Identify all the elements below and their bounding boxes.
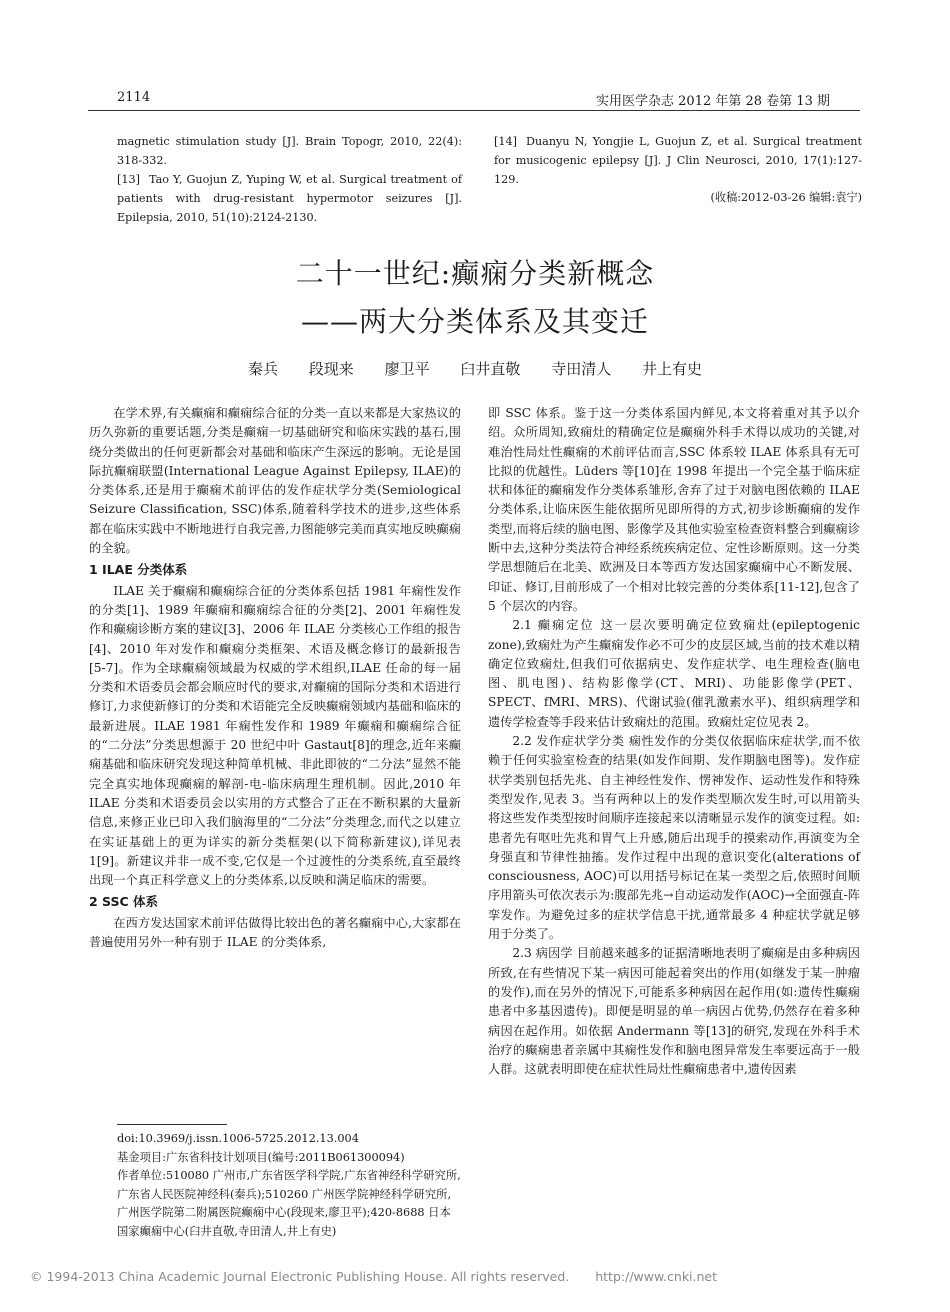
- references-left: [117, 132, 462, 227]
- references-right: [494, 132, 862, 205]
- reference-cont: magnetic stimulation study [J]. Brain Topogr, 2010, 22(4): 318-332.: [117, 135, 462, 167]
- footnote-rule: [117, 1124, 227, 1125]
- affiliation: 作者单位:510080 广州市,广东省医学科学院,广东省神经科学研究所,广东省人民医院神经科(秦兵);510260 广州医学院神经科学研究所,广州医学院第二附属医院癫痫中心(段现来,廖卫平);420-8688 日本国家癫痫中心(臼井直敬,寺田清人,井上有史): [117, 1169, 461, 1238]
- subsection-2-3: 2.3 病因学 目前越来越多的证据清晰地表明了癫痫是由多种病因所致,在有些情况下某一病因可能起着突出的作用(如继发于某一肿瘤的发作),而在另外的情况下,可能系多种病因在起作用(如:遗传性癫痫患者中多基因遗传)。即便是明显的单一病因占优势,仍然存在着多种病因在起作用。如依据 Andermann 等[13]的研究,发现在外科手术治疗的癫痫患者亲属中其痫性发作和脑电图异常发生率要远高于一般人群。这就表明即使在症状性局灶性癫痫患者中,遗传因素: [488, 946, 860, 1077]
- article-title: 二十一世纪:癫痫分类新概念: [295, 257, 655, 290]
- ssc-paragraph-cont: 即 SSC 体系。鉴于这一分类体系国内鲜见,本文将着重对其予以介绍。众所周知,致痫灶的精确定位是癫痫外科手术得以成功的关键,对难治性局灶性癫痫的术前评估而言,SSC 体系较 ILAE 体系具有无可比拟的优越性。Lüders 等[10]在 1998 年提出一个完全基于临床症状和体征的癫痫发作分类体系雏形,舍弃了过于对脑电图依赖的 ILAE 分类体系,让临床医生能依据所见即所得的方式,初步诊断癫痫的发作类型,而将后续的脑电图、影像学及其他实验室检查资料整合到癫痫诊断中去,这种分类法符合神经系统疾病定位、定性诊断原则。这一分类学思想随后在北美、欧洲及日本等西方发达国家癫痫中心不断发展、印证、修订,目前形成了一个相对比较完善的分类体系[11-12],包含了 5 个层次的内容。: [488, 406, 860, 613]
- cnki-url: http://www.cnki.net: [595, 1269, 718, 1284]
- ilae-paragraph: ILAE 关于癫痫和癫痫综合征的分类体系包括 1981 年痫性发作的分类[1]、1989 年癫痫和癫痫综合征的分类[2]、2001 年痫性发作和癫痫诊断方案的建议[3]、2006 年 ILAE 分类核心工作组的报告[4]、2010 年对发作和癫痫分类框架、术语及概念修订的最新报告[5-7]。作为全球癫痫领域最为权威的学术组织,ILAE 任命的每一届分类和术语委员会都会顺应时代的要求,对癫痫的国际分类和术语进行修订,力求使新修订的分类和术语能完全反映癫痫领域内基础和临床的最新进展。ILAE 1981 年痫性发作和 1989 年癫痫和癫痫综合征的“二分法”分类思想源于 20 世纪中叶 Gastaut[8]的理念,近年来癫痫基础和临床研究发现这种简单机械、非此即彼的“二分法”显然不能完全真实地体现癫痫的解剖-电-临床病理生理机制。因此,2010 年 ILAE 分类和术语委员会以实用的方式整合了正在不断积累的大量新信息,来修正业已印入我们脑海里的“二分法”分类理念,而代之以建立在实证基础上的更为详实的新分类框架(以下简称新建议),详见表 1[9]。新建议并非一成不变,它仅是一个过渡性的分类系统,直至最终出现一个真正科学意义上的分类体系,以反映和满足临床的需要。: [89, 583, 461, 888]
- right-column: [488, 404, 860, 1079]
- author: 井上有史: [641, 360, 702, 378]
- left-column: [89, 404, 461, 952]
- received-note: (收稿:2012-03-26 编辑:袁宁): [710, 191, 862, 204]
- running-header: 实用医学杂志 2012 年第 28 卷第 13 期: [596, 94, 830, 109]
- section-heading-1: 1 ILAE 分类体系: [89, 562, 188, 578]
- reference-14: [14] Duanyu N, Yongjie L, Guojun Z, et al. Surgical treatment for musicogenic epilepsy [J]. J Clin Neurosci, 2010, 17(1):127-129.: [494, 135, 862, 186]
- footnotes: [117, 1130, 462, 1241]
- author: 秦兵: [248, 360, 279, 378]
- intro-paragraph: 在学术界,有关癫痫和癫痫综合征的分类一直以来都是大家热议的历久弥新的重要话题,分类是癫痫一切基础研究和临床实践的基石,围绕分类做出的任何更新都会对基础和临床产生深远的影响。无论是国际抗癫痫联盟(International League Against Epilepsy, ILAE)的分类体系,还是用于癫痫术前评估的发作症状学分类(Semiological Seizure Classification, SSC)体系,随着科学技术的进步,这些体系都在临床实践中不断地进行自我完善,力图能够完美而真实地反映癫痫的全貌。: [89, 406, 461, 556]
- reference-13: [13] Tao Y, Guojun Z, Yuping W, et al. Surgical treatment of patients with drug-resistant hypermotor seizures [J]. Epilepsia, 2010, 51(10):2124-2130.: [117, 173, 462, 224]
- author: 臼井直敬: [460, 360, 521, 378]
- section-heading-2: 2 SSC 体系: [89, 894, 159, 910]
- fund: 基金项目:广东省科技计划项目(编号:2011B061300094): [117, 1150, 405, 1164]
- doi: doi:10.3969/j.issn.1006-5725.2012.13.004: [117, 1132, 359, 1145]
- article-subtitle: ——两大分类体系及其变迁: [300, 305, 649, 338]
- copyright-line: [30, 1269, 930, 1284]
- author: 寺田清人: [551, 360, 612, 378]
- header-rule: [88, 110, 860, 111]
- subsection-2-1: 2.1 癫痫定位 这一层次要明确定位致痫灶(epileptogenic zone),致痫灶为产生癫痫发作必不可少的皮层区域,当前的技术难以精确定位致痫灶,但我们可依据病史、发作症状学、电生理检查(脑电图、肌电图)、结构影像学(CT、MRI)、功能影像学(PET、SPECT、fMRI、MRS)、代谢试验(催乳激素水平)、组织病理学和遗传学检查等手段来估计致痫灶的范围。致痫灶定位见表 2。: [488, 618, 860, 729]
- author: 段现来: [308, 360, 354, 378]
- copyright-text: © 1994-2013 China Academic Journal Electronic Publishing House. All rights reserved.: [30, 1269, 570, 1284]
- ssc-paragraph: 在西方发达国家术前评估做得比较出色的著名癫痫中心,大家都在普遍使用另外一种有别于 ILAE 的分类体系,: [89, 915, 461, 950]
- author-list: [0, 358, 950, 379]
- author: 廖卫平: [384, 360, 430, 378]
- subsection-2-2: 2.2 发作症状学分类 痫性发作的分类仅依据临床症状学,而不依赖于任何实验室检查的结果(如发作间期、发作期脑电图等)。发作症状学类别包括先兆、自主神经性发作、愣神发作、运动性发作和特殊类型发作,见表 3。当有两种以上的发作类型顺次发生时,可以用箭头将这些发作类型按时间顺序连接起来以清晰显示发作的演变过程。如:患者先有呕吐先兆和胃气上升感,随后出现手的摸索动作,再演变为全身强直和节律性抽搐。发作过程中出现的意识变化(alterations of consciousness, AOC)可以用括号标记在某一类型之后,依照时间顺序用箭头可依次表示为:腹部先兆→自动运动发作(AOC)→全面强直-阵挛发作。为避免过多的症状学信息干扰,通常最多 4 种症状学就足够用于分类了。: [488, 734, 860, 942]
- page-number: 2114: [117, 90, 151, 105]
